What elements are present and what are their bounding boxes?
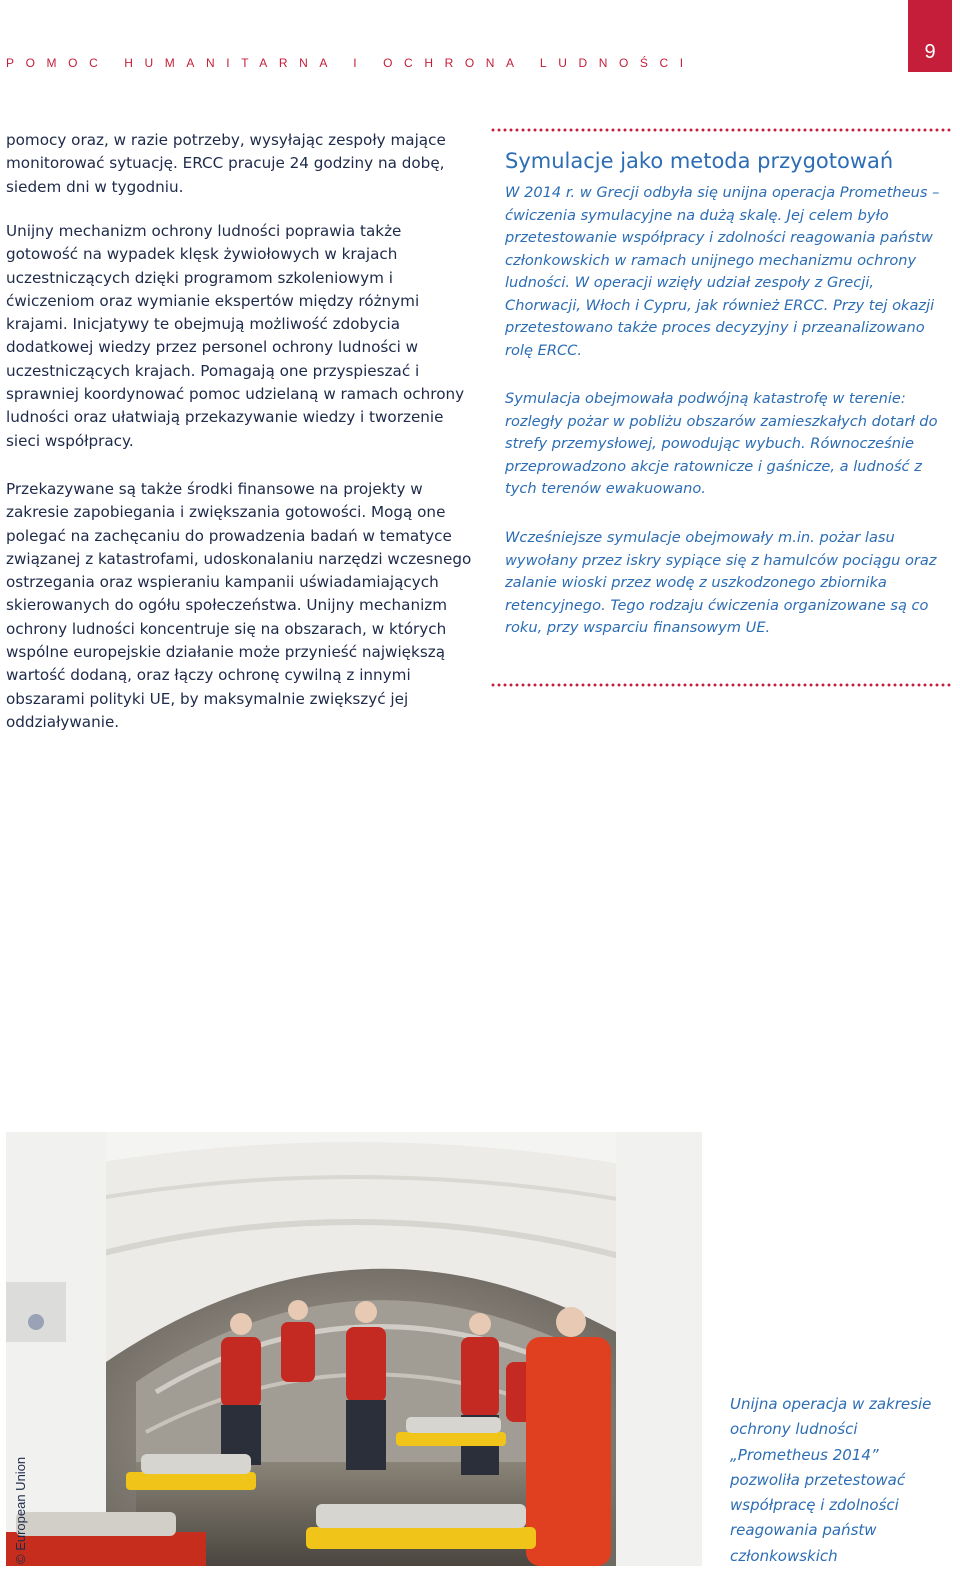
box-bottom-divider: [490, 683, 952, 687]
paragraph-text: pomocy oraz, w razie potrzeby, wysyłając zespoły mające monitorować sytuację. ERCC pracuje 24 godziny na dobę, siedem dni w tygodniu.: [6, 131, 446, 196]
main-paragraph-3: [6, 478, 474, 734]
main-paragraph-2: [6, 220, 474, 453]
paragraph-text: Przekazywane są także środki finansowe na projekty w zakresie zapobiegania i zwiększania gotowości. Mogą one polegać na zachęcaniu do prowadzenia badań w tematyce związanej z katastrofami, udoskonalaniu narzędzi wczesnego ostrzegania oraz wspieraniu kampanii uświadamiających skierowanych do ogółu społeczeństwa. Unijny mechanizm ochrony ludności koncentruje się na obszarach, w których wspólne europejskie działanie może przynieść największą wartość dodaną, oraz łączy ochronę cywilną z innymi obszarami polityki UE, by maksymalnie zwiększyć jej oddziaływanie.: [6, 480, 472, 731]
rescue-tent-photo: [6, 1132, 702, 1566]
photo-credit: © European Union: [13, 1456, 28, 1564]
running-header: POMOC HUMANITARNA I OCHRONA LUDNOŚCI: [6, 56, 695, 70]
page-number: 9: [908, 0, 952, 72]
main-paragraph-1: [6, 129, 474, 199]
box-top-divider: [490, 128, 952, 132]
box-heading: Symulacje jako metoda przygotowań: [505, 149, 894, 173]
box-paragraph-2: Symulacja obejmowała podwójną katastrofę w terenie: rozległy pożar w pobliżu obszarów zamieszkałych dotarł do strefy przemysłowej, powodując wybuch. Równocześnie przeprowadzono akcje ratownicze i gaśnicze, a ludność z tych terenów ewakuowano.: [505, 390, 938, 497]
box-paragraph-3: Wcześniejsze symulacje obejmowały m.in. pożar lasu wywołany przez iskry sypiące się z hamulców pociągu oraz zalanie wioski przez wodę z uszkodzonego zbiornika retencyjnego. Tego rodzaju ćwiczenia organizowane są co roku, przy wsparciu finansowym UE.: [505, 529, 937, 636]
box-paragraph-1: W 2014 r. w Grecji odbyła się unijna operacja Prometheus – ćwiczenia symulacyjne na dużą skalę. Jej celem było przetestowanie współpracy i zdolności reagowania państw członkowskich w ramach unijnego mechanizmu ochrony ludności. W operacji wzięły udział zespoły z Grecji, Chorwacji, Włoch i Cypru, jak również ERCC. Przy tej okazji przetestowano także proces decyzyjny i przeanalizowano rolę ERCC.: [505, 184, 940, 359]
paragraph-text: Unijny mechanizm ochrony ludności poprawia także gotowość na wypadek klęsk żywiołowych w krajach uczestniczących dzięki programom szkoleniowym i ćwiczeniom oraz wymianie ekspertów między różnymi krajami. Inicjatywy te obejmują możliwość zdobycia dodatkowej wiedzy przez personel ochrony ludności w uczestniczących krajach. Pomagają one przyspieszać i sprawniej koordynować pomoc udzielaną w ramach ochrony ludności oraz ułatwiają przekazywanie wiedzy i tworzenie sieci współpracy.: [6, 222, 465, 450]
photo-credit-container: [8, 1452, 34, 1564]
photo-caption: Unijna operacja w zakresie ochrony ludności „Prometheus 2014” pozwoliła przetestować współpracę i zdolności reagowania państw członkowskich: [730, 1395, 932, 1565]
